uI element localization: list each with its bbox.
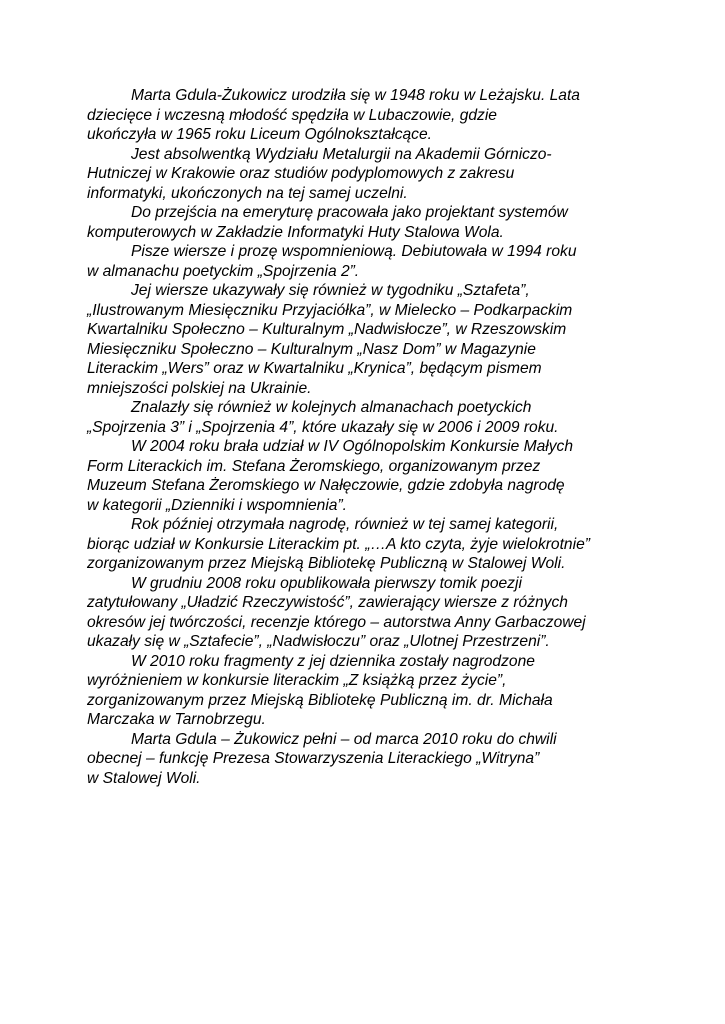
- text-line: Muzeum Stefana Żeromskiego w Nałęczowie, gdzie zdobyła nagrodę: [87, 477, 565, 494]
- text-line: ukończyła w 1965 roku Liceum Ogólnokształcące.: [87, 126, 432, 143]
- text-line: Marczaka w Tarnobrzegu.: [87, 711, 266, 728]
- biography-text: [87, 86, 647, 788]
- text-line: Miesięczniku Społeczno – Kulturalnym „Nasz Dom” w Magazynie: [87, 340, 536, 358]
- text-line: w Stalowej Woli.: [87, 769, 201, 787]
- text-line: w kategorii „Dzienniki i wspomnienia”.: [87, 496, 347, 514]
- text-line: ukazały się w „Sztafecie”, „Nadwisłoczu” oraz „Ulotnej Przestrzeni”.: [87, 633, 550, 650]
- text-line: w almanachu poetyckim „Spojrzenia 2”.: [87, 262, 360, 280]
- text-line: Marta Gdula-Żukowicz urodziła się w 1948 roku w Leżajsku. Lata: [131, 87, 580, 104]
- text-line: mniejszości polskiej na Ukrainie.: [87, 379, 312, 397]
- text-line: okresów jej twórczości, recenzje którego – autorstwa Anny Garbaczowej: [87, 613, 586, 631]
- text-line: biorąc udział w Konkursie Literackim pt. „…A kto czyta, żyje wielokrotnie”: [87, 535, 590, 553]
- text-line: W 2010 roku fragmenty z jej dziennika zostały nagrodzone: [131, 652, 535, 670]
- text-line: Do przejścia na emeryturę pracowała jako projektant systemów: [131, 204, 568, 221]
- text-line: W 2004 roku brała udział w IV Ogólnopolskim Konkursie Małych: [131, 438, 574, 455]
- text-line: wyróżnieniem w konkursie literackim „Z książką przez życie”,: [87, 672, 507, 689]
- text-line: Kwartalniku Społeczno – Kulturalnym „Nadwisłocze”, w Rzeszowskim: [87, 321, 567, 338]
- text-line: Jest absolwentką Wydziału Metalurgii na Akademii Górniczo-: [131, 145, 552, 163]
- text-line: Hutniczej w Krakowie oraz studiów podyplomowych z zakresu: [87, 165, 515, 182]
- text-line: Form Literackich im. Stefana Żeromskiego, organizowanym przez: [87, 457, 541, 475]
- text-line: Rok później otrzymała nagrodę, również w tej samej kategorii,: [131, 516, 559, 533]
- text-line: „Ilustrowanym Miesięczniku Przyjaciółka”, w Mielecko – Podkarpackim: [87, 301, 573, 319]
- text-line: zorganizowanym przez Miejską Bibliotekę Publiczną w Stalowej Woli.: [87, 555, 566, 572]
- text-line: Literackim „Wers” oraz w Kwartalniku „Krynica”, będącym pismem: [87, 360, 542, 377]
- text-line: Znalazły się również w kolejnych almanachach poetyckich: [131, 399, 532, 416]
- text-line: dziecięce i wczesną młodość spędziła w Lubaczowie, gdzie: [87, 106, 497, 124]
- text-line: „Spojrzenia 3” i „Spojrzenia 4”, które ukazały się w 2006 i 2009 roku.: [87, 418, 559, 436]
- text-line: W grudniu 2008 roku opublikowała pierwszy tomik poezji: [131, 574, 522, 592]
- text-line: komputerowych w Zakładzie Informatyki Huty Stalowa Wola.: [87, 223, 504, 241]
- text-line: zorganizowanym przez Miejską Bibliotekę Publiczną im. dr. Michała: [87, 691, 553, 709]
- text-line: Marta Gdula – Żukowicz pełni – od marca 2010 roku do chwili: [131, 730, 557, 748]
- text-line: Jej wiersze ukazywały się również w tygodniku „Sztafeta”,: [131, 282, 530, 299]
- text-line: informatyki, ukończonych na tej samej uczelni.: [87, 184, 408, 202]
- text-line: obecnej – funkcję Prezesa Stowarzyszenia Literackiego „Witryna”: [87, 750, 540, 767]
- text-line: Pisze wiersze i prozę wspomnieniową. Debiutowała w 1994 roku: [131, 243, 577, 260]
- text-line: zatytułowany „Uładzić Rzeczywistość”, zawierający wiersze z różnych: [87, 594, 568, 611]
